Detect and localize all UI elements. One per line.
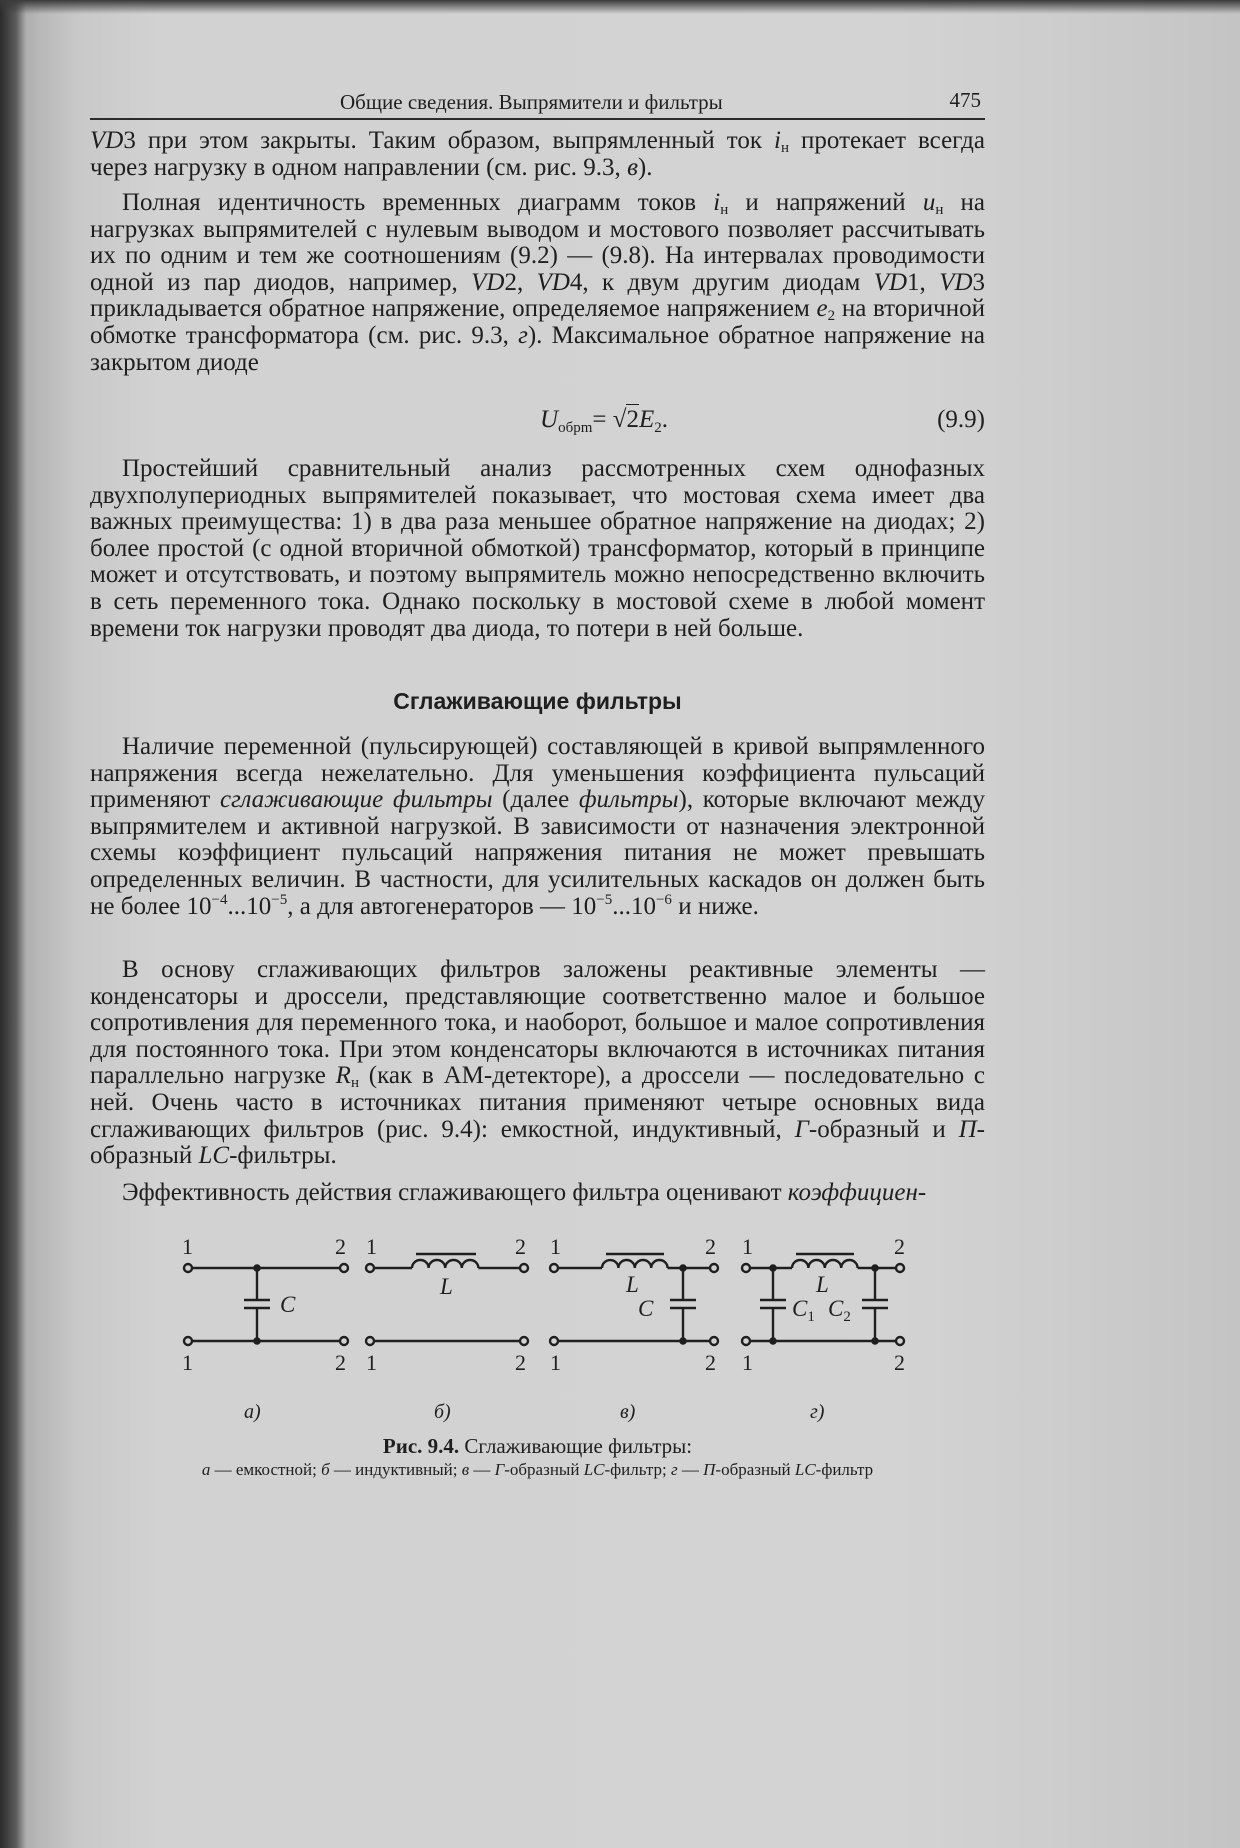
- equation-number: (9.9): [937, 406, 985, 433]
- text-run-i: П: [958, 1115, 977, 1143]
- g-shaped-lc-filter-schematic: [550, 1254, 718, 1345]
- running-header: [90, 88, 985, 120]
- pin-label: 1: [182, 1350, 193, 1375]
- text-run-i: e: [816, 295, 828, 323]
- figure-caption-text: Сглаживающие фильтры:: [464, 1434, 693, 1458]
- text-run-i: Г: [494, 1460, 505, 1479]
- capacitor-c1-label: [792, 1296, 815, 1325]
- pin-label: 2: [335, 1234, 346, 1259]
- formula-var-subscript: 2: [654, 420, 662, 436]
- inductor-label: L: [816, 1272, 829, 1297]
- text-run-i: б: [321, 1460, 330, 1479]
- text-run-i: R: [335, 1062, 351, 1090]
- text-run-sup: −6: [655, 891, 672, 908]
- capacitor-c1-letter: C: [792, 1296, 808, 1321]
- paragraph: В основу сглаживающих фильтров заложены реактивные элементы — конденсаторы и дроссели, представляющие соответственно малое и большое сопротивления для переменного тока, и наоборот, большое и малое сопротивления для постоянного тока. При этом конденсаторы включаются в источниках питания параллельно нагрузке $R_н$ (как в АМ-детекторе), а дроссели — последовательно с ней. Очень часто в источниках питания применяют четыре основных вида сглаживающих фильтров (рис. 9.4): емкостной, индуктивный, Г-образный и П-образный LC-фильтры.: [90, 956, 985, 1170]
- text-run-i: i: [713, 189, 721, 216]
- subfigure-label-g: г): [810, 1401, 825, 1423]
- capacitor-c1-subscript: 1: [807, 1309, 815, 1325]
- text-run-sup: −5: [596, 891, 613, 908]
- text-run-i: коэффициен-: [787, 1179, 927, 1206]
- text-run-i: г: [518, 321, 528, 349]
- pin-label: 2: [894, 1350, 905, 1375]
- inductor-label: L: [440, 1274, 453, 1299]
- text-run-i: фильтры: [578, 786, 679, 814]
- subfigure-label-v: в): [620, 1401, 636, 1423]
- text-run-i: LC: [198, 1142, 230, 1170]
- text-run-i: VD: [873, 268, 908, 296]
- pin-label: 2: [515, 1234, 526, 1259]
- sqrt-sign: √: [612, 406, 627, 433]
- text-run-i: П: [703, 1460, 716, 1479]
- text-run-i: LC: [583, 1460, 605, 1479]
- formula: [540, 406, 668, 437]
- text-run-i: Г: [794, 1115, 809, 1143]
- paragraph: Полная идентичность временных диаграмм токов $i_н$ и напряжений $u_н$ на нагрузках выпрямителей с нулевым выводом и мостового позволяет рассчитывать их по одним и тем же соотношениям (9.2) — (9.8). На интервалах проводимости одной из пар диодов, например, VD2, VD4, к двум другим диодам VD1, VD3 прикладывается обратное напряжение, определяемое напряжением $e_2$ на вторичной обмотке трансформатора (см. рис. 9.3, г). Максимальное обратное напряжение на закрытом диоде: [90, 189, 986, 376]
- paragraph: Наличие переменной (пульсирующей) составляющей в кривой выпрямленного напряжения всегда нежелательно. Для уменьшения коэффициента пульсаций применяют сглаживающие фильтры (далее фильтры), которые включают между выпрямителем и активной нагрузкой. В зависимости от назначения электронной схемы коэффициент пульсаций напряжения питания не может превышать определенных величин. В частности, для усилительных каскадов он должен быть не более $10^{-4}...10^{-5}$, а для автогенераторов — $10^{-5}...10^{-6}$ и ниже.: [90, 733, 985, 920]
- paragraph: VD3 при этом закрыты. Таким образом, выпрямленный ток $i_н$ протекает всегда через нагрузку в одном направлении (см. рис. 9.3, в).: [90, 127, 985, 181]
- pin-label: 1: [366, 1350, 377, 1375]
- section-heading: Сглаживающие фильтры: [393, 688, 682, 714]
- inductive-filter-schematic: [366, 1254, 528, 1345]
- book-spine-shadow: [0, 0, 26, 1848]
- formula-radicand: 2: [626, 406, 639, 433]
- text-run-sub: н: [350, 1075, 359, 1092]
- text-run-i: г: [670, 1460, 678, 1479]
- text-run-i: u: [922, 189, 936, 216]
- scan-edge-shadow: [0, 0, 1240, 14]
- formula-var: E: [638, 406, 655, 433]
- text-run-i: VD: [471, 268, 505, 296]
- formula-end: .: [661, 406, 668, 433]
- text-run-i: а: [201, 1460, 211, 1479]
- figure-caption-label: Рис. 9.4.: [382, 1434, 460, 1458]
- subfigure-label-a: а): [244, 1401, 261, 1423]
- text-run-sup: −5: [271, 891, 288, 908]
- pin-label: 1: [366, 1234, 377, 1259]
- capacitor-c2-label: [828, 1296, 851, 1325]
- pin-label: 1: [742, 1234, 753, 1259]
- text-run-i: VD: [90, 127, 124, 154]
- formula-lhs-subscript: обрm: [558, 420, 593, 436]
- pin-label: 1: [550, 1350, 561, 1375]
- formula-equals: =: [592, 406, 607, 433]
- pin-label: 2: [705, 1350, 716, 1375]
- paragraph: Простейший сравнительный анализ рассмотренных схем однофазных двухполупериодных выпрямителей показывает, что мостовая схема имеет два важных преимущества: 1) в два раза меньшее обратное напряжение на диодах; 2) более простой (с одной вторичной обмоткой) трансформатор, который в принципе может и отсутствовать, и поэтому выпрямитель можно непосредственно включить в сеть переменного тока. Однако поскольку в мостовой схеме в любой момент времени ток нагрузки проводят два диода, то потери в ней больше.: [90, 455, 985, 642]
- page-number: 475: [949, 88, 981, 112]
- p-shaped-lc-filter-schematic: [742, 1254, 904, 1345]
- capacitive-filter-schematic: [184, 1264, 348, 1345]
- filter-schematics-figure: [170, 1228, 950, 1428]
- pin-label: 2: [335, 1350, 346, 1375]
- capacitor-label: C: [638, 1296, 654, 1321]
- text-run-sup: −4: [211, 891, 228, 908]
- pin-label: 2: [705, 1234, 716, 1259]
- text-run-i: в: [461, 1460, 470, 1479]
- text-run-i: в: [627, 153, 638, 181]
- text-run-sub: н: [781, 140, 790, 156]
- text-run-i: LC: [794, 1460, 816, 1479]
- text-run-sub: 2: [827, 308, 836, 325]
- capacitor-label: C: [280, 1292, 296, 1317]
- pin-label: 1: [742, 1350, 753, 1375]
- text-run-sub: н: [720, 202, 729, 218]
- pin-label: 1: [182, 1234, 193, 1259]
- text-run-i: i: [774, 127, 781, 154]
- formula-line: [90, 404, 985, 438]
- capacitor-c2-subscript: 2: [843, 1309, 851, 1325]
- pin-label: 1: [550, 1234, 561, 1259]
- capacitor-c2-letter: C: [828, 1296, 844, 1321]
- text-run-sub: н: [935, 202, 944, 218]
- paragraph: Эффективность действия сглаживающего фильтра оценивают коэффициен-: [122, 1179, 927, 1206]
- formula-lhs: U: [540, 406, 559, 433]
- figure-caption-description: а — емкостной; б — индуктивный; в — Г-образный LC-фильтр; г — П-образный LC-фильтр: [201, 1460, 874, 1479]
- pin-label: 2: [894, 1234, 905, 1259]
- text-run-i: VD: [939, 268, 973, 296]
- figure-caption-title: [90, 1434, 985, 1459]
- inductor-label: L: [626, 1272, 639, 1297]
- running-header-title: Общие сведения. Выпрямители и фильтры: [340, 90, 723, 114]
- text-run-i: сглаживающие фильтры: [219, 786, 493, 814]
- text-run-i: VD: [536, 268, 570, 296]
- pin-label: 2: [515, 1350, 526, 1375]
- subfigure-label-b: б): [434, 1401, 451, 1423]
